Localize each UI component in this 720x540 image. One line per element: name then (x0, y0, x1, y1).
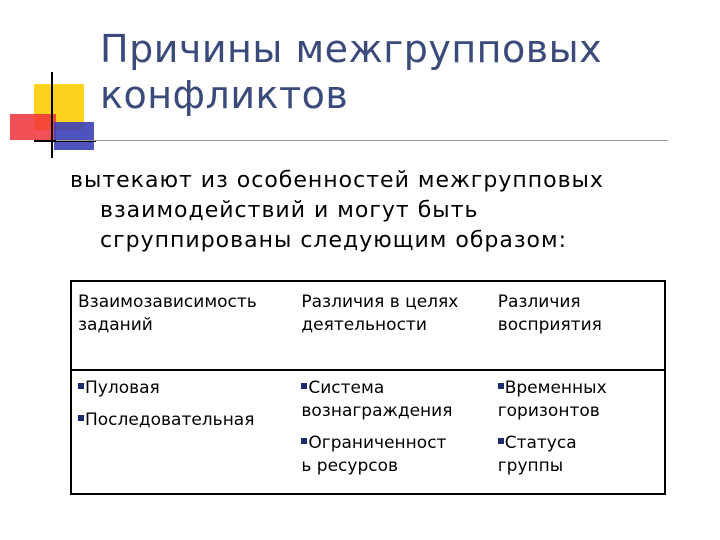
list-item-text: Система (308, 378, 385, 398)
decorative-blue-block (54, 122, 94, 150)
header-cell-interdependence (71, 281, 295, 370)
header-text: восприятия (497, 315, 602, 335)
title-divider (56, 140, 668, 141)
list-item (78, 409, 291, 432)
list-item (78, 377, 291, 400)
intro-line-2: взаимодействий и могут быть (100, 198, 479, 223)
body-cell-interdependence (71, 370, 295, 494)
square-bullet-icon (301, 438, 307, 444)
header-text: Различия в целях (301, 292, 459, 312)
list-item-text: Пуловая (85, 378, 160, 398)
list-item-text: Временных (504, 378, 607, 398)
header-text: Различия (497, 292, 581, 312)
conflict-causes-table (70, 280, 666, 495)
square-bullet-icon (301, 383, 307, 389)
list-item-text: горизонтов (497, 401, 600, 421)
square-bullet-icon (78, 383, 84, 389)
decorative-vertical-line (51, 72, 53, 158)
decorative-red-block (10, 114, 56, 140)
header-cell-perception-differences (492, 281, 665, 370)
header-cell-goal-differences (295, 281, 491, 370)
table-header-row (71, 281, 665, 370)
list-item-text: Ограниченност (308, 433, 447, 453)
list-item-text: ь ресурсов (301, 456, 399, 476)
header-text: заданий (78, 315, 153, 335)
table-body-row (71, 370, 665, 494)
list-item (301, 377, 487, 423)
slide-title (100, 26, 700, 118)
header-text: деятельности (301, 315, 427, 335)
list-item (301, 432, 487, 478)
list-item-text: вознаграждения (301, 401, 453, 421)
slide-title-line-1: Причины межгрупповых (100, 27, 603, 71)
square-bullet-icon (78, 415, 84, 421)
header-text: Взаимозависимость (78, 292, 257, 312)
list-item (498, 377, 660, 423)
intro-text (70, 166, 690, 256)
slide-title-line-2: конфликтов (100, 73, 349, 117)
square-bullet-icon (498, 438, 504, 444)
list-item-text: Последовательная (85, 410, 255, 430)
intro-line-1: вытекают из особенностей межгрупповых (70, 168, 604, 193)
body-cell-goal-differences (295, 370, 491, 494)
list-item-text: группы (497, 456, 564, 476)
list-item (498, 432, 660, 478)
intro-line-3: сгруппированы следующим образом: (100, 228, 568, 253)
body-cell-perception-differences (492, 370, 665, 494)
square-bullet-icon (498, 383, 504, 389)
list-item-text: Статуса (504, 433, 577, 453)
